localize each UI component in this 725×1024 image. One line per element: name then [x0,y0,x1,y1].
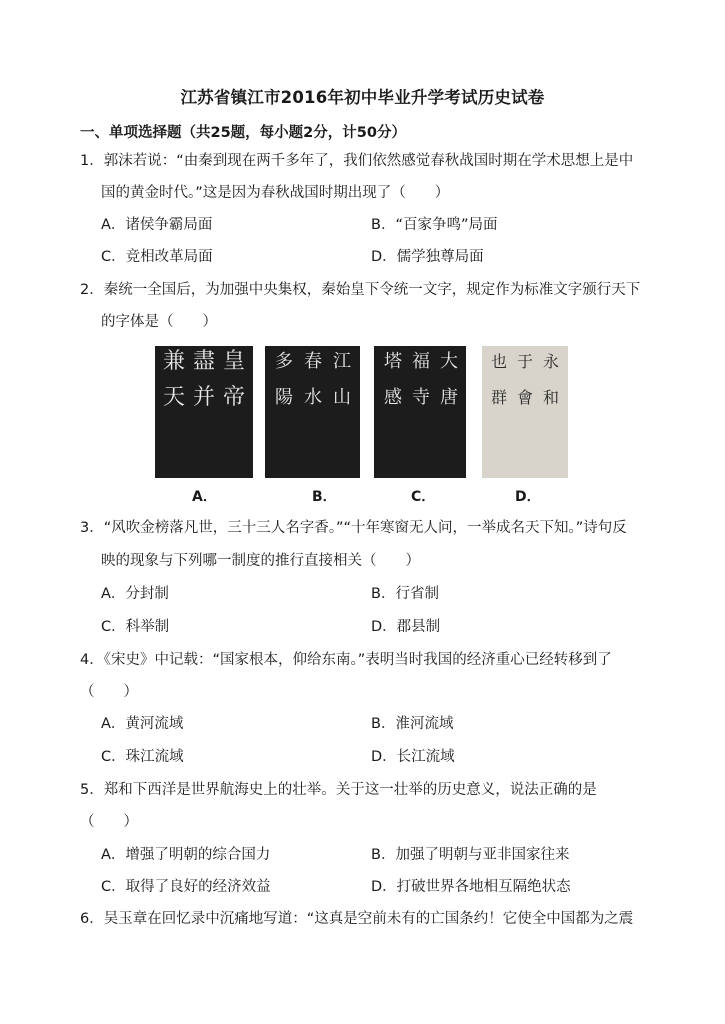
calligraphy-b-col-1: 江 山 [333,351,351,408]
question-2-line-1: 2．秦统一全国后，为加强中央集权，秦始皇下令统一文字，规定作为标准文字颁行天下 [80,282,641,298]
question-4-line-1: 4．《宋史》中记载：“国家根本，仰给东南。”表明当时我国的经济重心已经转移到了 [80,652,612,668]
question-4-option-b: B．淮河流域 [371,716,454,732]
question-3-option-d: D．郡县制 [371,619,441,635]
question-1-line-1: 1．郭沫若说：“由秦到现在两千多年了，我们依然感觉春秋战国时期在学术思想上是中 [80,153,634,169]
question-5-line-2: （ ） [80,814,138,830]
question-4-line-2: （ ） [80,684,138,700]
image-label-b: B． [312,489,337,505]
image-label-c: C． [411,489,436,505]
question-3-option-c: C．科举制 [101,619,170,635]
question-5-option-a: A．增强了明朝的综合国力 [101,847,271,863]
calligraphy-a-col-3: 兼 天 [163,349,186,410]
calligraphy-c-col-2: 福 寺 [412,351,430,408]
question-3-option-a: A．分封制 [101,586,169,602]
calligraphy-a-col-1: 皇 帝 [223,349,246,410]
question-2-line-2: 的字体是（ ） [101,314,217,330]
calligraphy-b-col-2: 春 水 [304,351,322,408]
calligraphy-image-c [374,346,466,478]
calligraphy-image-b [265,346,360,478]
image-label-a: A． [192,489,217,505]
calligraphy-options [0,346,725,506]
question-4-option-a: A．黄河流域 [101,716,184,732]
question-4-option-c: C．珠江流域 [101,749,184,765]
question-1-option-a: A．诸侯争霸局面 [101,217,213,233]
calligraphy-image-d [482,346,568,478]
image-label-d: D． [515,489,541,505]
question-1-option-b: B．“百家争鸣”局面 [371,217,498,233]
calligraphy-c-col-1: 大 唐 [440,351,458,408]
calligraphy-d-col-3: 也 群 [490,352,507,407]
question-1-line-2: 国的黄金时代。”这是因为春秋战国时期出现了（ ） [101,185,450,201]
question-3-option-b: B．行省制 [371,586,439,602]
question-5-option-c: C．取得了良好的经济效益 [101,879,271,895]
calligraphy-d-col-1: 永 和 [542,352,559,407]
calligraphy-image-a [155,346,253,478]
question-4-option-d: D．长江流域 [371,749,455,765]
question-5-option-b: B．加强了明朝与亚非国家往来 [371,847,570,863]
question-5-option-d: D．打破世界各地相互隔绝状态 [371,879,571,895]
question-6-line-1: 6．吴玉章在回忆录中沉痛地写道：“这真是空前未有的亡国条约！它使全中国都为之震 [80,911,634,927]
exam-title: 江苏省镇江市2016年初中毕业升学考试历史试卷 [180,88,545,107]
question-3-line-2: 映的现象与下列哪一制度的推行直接相关（ ） [101,553,420,569]
section-heading: 一、单项选择题（共25题，每小题2分，计50分） [80,125,406,141]
calligraphy-a-col-2: 盡 并 [193,349,216,410]
question-3-line-1: 3．“风吹金榜落凡世，三十三人名字香。”“十年寒窗无人问，一举成名天下知。”诗句反 [80,520,627,536]
question-1-option-d: D．儒学独尊局面 [371,249,484,265]
calligraphy-b-col-3: 多 陽 [275,351,293,408]
calligraphy-c-col-3: 塔 感 [384,351,402,408]
question-5-line-1: 5．郑和下西洋是世界航海史上的壮举。关于这一壮举的历史意义，说法正确的是 [80,782,597,798]
calligraphy-d-col-2: 于 會 [516,352,533,407]
question-1-option-c: C．竞相改革局面 [101,249,213,265]
